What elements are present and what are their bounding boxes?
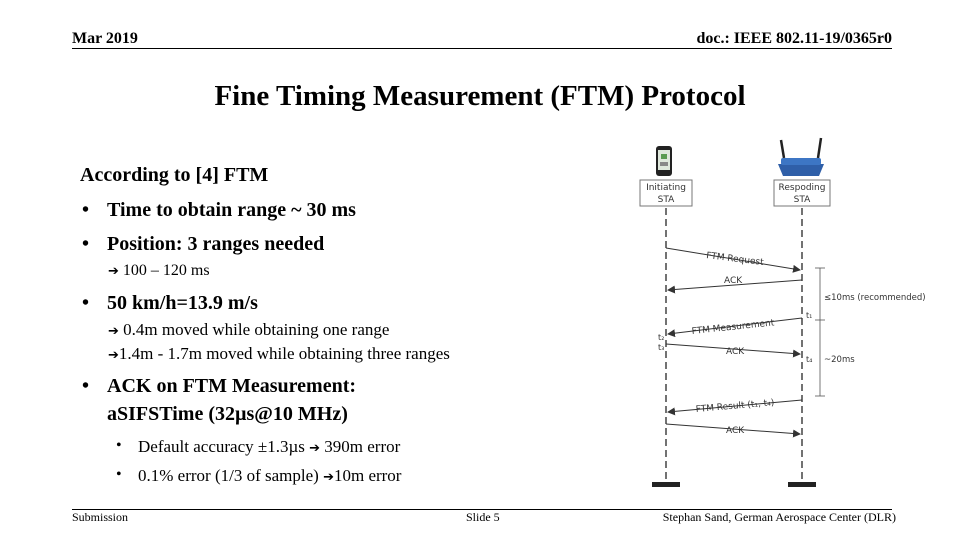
bullet-dot: • <box>82 375 90 397</box>
bullet-ack-line1: ACK on FTM Measurement: <box>107 375 357 397</box>
header-rule <box>72 48 892 49</box>
sub-one-range-text: 0.4m moved while obtaining one range <box>118 320 390 339</box>
arrow-icon: ➔ <box>108 264 119 279</box>
sub-default-accuracy-text: Default accuracy ±1.3µs <box>138 437 310 456</box>
sub-one-range <box>108 320 389 340</box>
t2-marker: t₂ <box>658 333 665 342</box>
arrow-icon: ➔ <box>108 324 119 339</box>
sub-three-ranges <box>108 344 450 364</box>
initiating-sta-label-2: STA <box>657 195 675 205</box>
slide-title: Fine Timing Measurement (FTM) Protocol <box>214 80 746 112</box>
responding-sta-label-2: STA <box>793 195 811 205</box>
sub-default-accuracy <box>138 437 400 457</box>
bullet-ack-line2: aSIFSTime (32µs@10 MHz) <box>107 403 348 425</box>
sub-100-120ms-text: 100 – 120 ms <box>118 262 210 279</box>
t4-marker: t₄ <box>806 355 813 364</box>
note-20ms: ~20ms <box>824 355 855 365</box>
t3-marker: t₃ <box>658 343 665 352</box>
sub-100-120ms <box>108 262 210 280</box>
ftm-measurement-label: FTM Measurement <box>691 318 775 337</box>
bullet-position: Position: 3 ranges needed <box>107 233 325 255</box>
responding-terminator <box>788 482 816 487</box>
sub-error-percent <box>138 466 401 486</box>
sub-10m-text: 10m error <box>333 466 402 485</box>
responding-sta-label-1: Respoding <box>778 183 826 193</box>
footer-author: Stephan Sand, German Aerospace Center (DLR) <box>662 510 896 524</box>
sub-three-ranges-text: 1.4m - 1.7m moved while obtaining three ranges <box>118 344 450 363</box>
footer-slide-number: Slide 5 <box>466 510 500 524</box>
wifi-router-icon <box>778 138 824 176</box>
bullet-dot: • <box>116 437 122 454</box>
ftm-request-label: FTM Request <box>705 251 765 269</box>
smartphone-icon <box>656 146 672 176</box>
ack3-label: ACK <box>726 426 745 436</box>
t1-marker: t₁ <box>806 311 813 320</box>
arrow-icon: ➔ <box>108 348 119 363</box>
bullet-dot: • <box>116 466 122 483</box>
arrow-icon: ➔ <box>323 470 334 485</box>
sub-error-percent-text: 0.1% error (1/3 of sample) <box>138 466 324 485</box>
bullet-time-to-obtain: Time to obtain range ~ 30 ms <box>107 199 356 221</box>
bullet-dot: • <box>82 199 90 221</box>
note-10ms: ≤10ms (recommended) <box>824 293 926 303</box>
bullet-speed: 50 km/h=13.9 m/s <box>107 292 258 314</box>
bullet-dot: • <box>82 233 90 255</box>
sub-390m-text: 390m error <box>320 437 401 456</box>
header-doc-id: doc.: IEEE 802.11-19/0365r0 <box>696 30 892 47</box>
initiating-terminator <box>652 482 680 487</box>
ftm-sequence-diagram <box>600 130 930 492</box>
ack1-label: ACK <box>724 276 743 286</box>
ftm-result-label: FTM Result (t₁, t₄) <box>695 398 775 415</box>
ack2-label: ACK <box>726 347 745 357</box>
intro-text: According to [4] FTM <box>80 164 269 186</box>
header-date: Mar 2019 <box>72 30 138 47</box>
bullet-dot: • <box>82 292 90 314</box>
footer-submission: Submission <box>72 510 129 524</box>
initiating-sta-label-1: Initiating <box>646 183 686 193</box>
arrow-icon: ➔ <box>309 441 321 456</box>
